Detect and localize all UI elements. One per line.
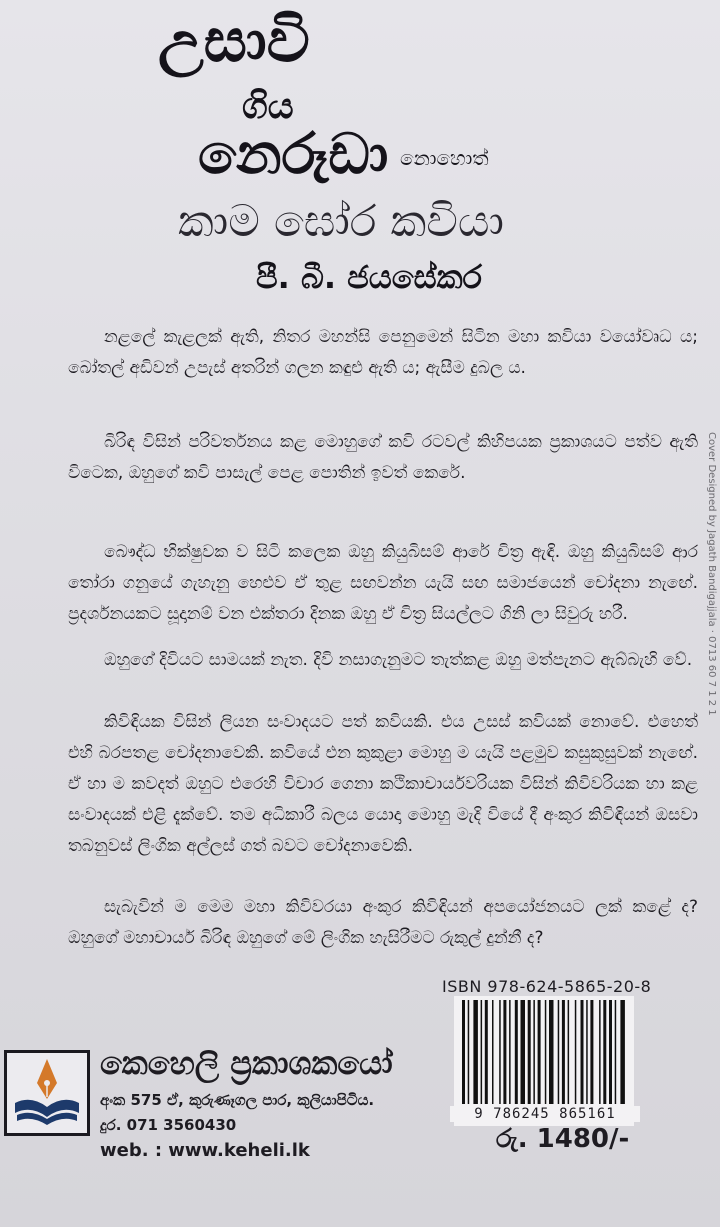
title-line-3: නෙරූඩා bbox=[198, 122, 389, 187]
publisher-name: කෙහෙලි ප්‍රකාශකයෝ bbox=[100, 1044, 393, 1082]
publisher-address: අංක 575 ඒ, කුරුණෑගල පාර, කුලියාපිටිය. bbox=[100, 1091, 375, 1109]
title-line-1: උසාවි bbox=[158, 6, 310, 76]
publisher-phone: දුර. 071 3560430 bbox=[100, 1116, 237, 1134]
pen-book-icon bbox=[7, 1053, 87, 1133]
alternate-title: කාම ඝෝර කවියා bbox=[178, 196, 504, 247]
blurb-paragraph-5: කිවිඳියක විසින් ලියන සංවාදයට පත් කවියකි. එය උසස් කවියක් නොවේ. එහෙත් එහි බරපතළ චෝදනාවෙකි. කවියේ එන කුකුළා මොහු ම යැයි පළමුව කසුකුසුවක් නැඟේ. ඒ හා ම කවදත් ඔහුට එරෙහි විචාර ගෙනා කථිකාචාර්යවරියක විසින් කිවිවරියක හා කළ සංවාදයක් එළි දැක්වේ. තම අධිකාරී බලය යොදා මොහු මැදි වියේ දී අංකුර කිවිඳියන් ඔසවා තබනුවස් ලිංගික අල්ලස් ගත් බවට චෝදනාවෙකි. bbox=[68, 712, 698, 856]
blurb-paragraph-2: බිරිඳ විසින් පරිවර්තනය කළ මොහුගේ කවි රටවල් කිහිපයක ප්‍රකාශයට පත්ව ඇති විටෙක, ඔහුගේ කවි පාසැල් පෙළ පොතින් ඉවත් කෙරේ. bbox=[68, 432, 698, 483]
blurb-paragraph-3: බෞද්ධ භික්ෂුවක ව සිටි කලෙක ඔහු කියුබිසම් ආරේ චිත්‍ර ඇඳි. ඔහු කියුබිසම් ආර තෝරා ගනුයේ ගැහැනු හෙළුව ඒ තුළ සඟවන්න යැයි සඟ සමාජයෙන් චෝදනා නැඟේ. ප්‍රදර්ශනයකට සූදානම් වන එක්තරා දිනක ඔහු ඒ චිත්‍ර සියල්ලට ගිනි ලා සිවුරු හරී. bbox=[68, 542, 698, 624]
blurb-paragraph-1: නළලේ කැළලක් ඇති, නිතර මහන්සි පෙනුමෙන් සිටින මහා කවියා වයෝවෘධ ය; බෝතල් අඩිවන් උපැස් අතරින් ගලන කඳුළු ඇති ය; ඇසීම දුබල ය. bbox=[68, 327, 698, 378]
blurb-paragraph-4: ඔහුගේ දිවියට සාමයක් නැත. දිවි නසාගැනුමට තැත්කළ ඔහු මත්පැනට ඇබ්බැහි වේ. bbox=[104, 650, 693, 670]
title-connector: නොහොත් bbox=[400, 146, 489, 170]
title-line-2: ගිය bbox=[242, 86, 294, 127]
isbn-label: ISBN 978-624-5865-20-8 bbox=[442, 977, 652, 996]
cover-design-credit: Cover Designed by Jagath Bandigajjala · 0713 60 7 1 2 1 bbox=[706, 432, 717, 716]
publisher-logo bbox=[4, 1050, 90, 1136]
price: රු. 1480/- bbox=[496, 1124, 630, 1154]
barcode-digits: 9 786245 865161 bbox=[450, 1106, 640, 1122]
barcode-bars bbox=[454, 996, 634, 1108]
publisher-website: web. : www.keheli.lk bbox=[100, 1140, 310, 1161]
blurb-paragraph-6: සැබැවින් ම මෙම මහා කිවිවරයා අංකුර කිවිඳියන් අපයෝජනයට ලක් කළේ ද? ඔහුගේ මහාචාර්ය බිරිඳ ඔහුගේ මේ ලිංගික හැසිරීමට රුකුල් දුන්නී ද? bbox=[68, 897, 698, 948]
author-name: පී. බී. ජයසේකර bbox=[256, 258, 482, 296]
